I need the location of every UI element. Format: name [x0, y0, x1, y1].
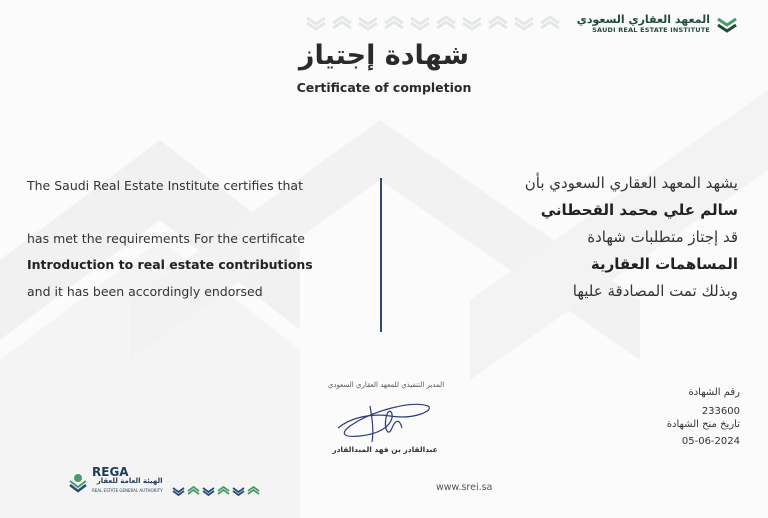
rega-emblem-icon	[68, 471, 88, 493]
pattern-icon	[409, 14, 431, 32]
bottom-decorative-pattern	[172, 481, 260, 491]
arabic-course-name: المساهمات العقارية	[590, 255, 738, 273]
pattern-icon	[513, 14, 535, 32]
pattern-icon	[461, 14, 483, 32]
logo-text	[577, 14, 710, 34]
english-line-4: and it has been accordingly endorsed	[27, 284, 263, 299]
arabic-line-5: وبذلك تمت المصادقة عليها	[572, 282, 738, 300]
pattern-icon	[539, 14, 561, 32]
arabic-line-3: قد إجتاز متطلبات شهادة	[587, 228, 738, 246]
pattern-icon	[202, 481, 215, 491]
recipient-name: سالم علي محمد القحطاني	[540, 201, 738, 219]
logo-name-en: SAUDI REAL ESTATE INSTITUTE	[592, 26, 710, 34]
handwritten-signature	[330, 398, 440, 446]
rega-name-ar: الهيئة العامة للعقار	[96, 477, 163, 485]
pattern-icon	[305, 14, 327, 32]
pattern-icon	[435, 14, 457, 32]
signatory-name: عبدالقادر بن فهد المبدالقادر	[332, 445, 438, 454]
website-link[interactable]: www.srei.sa	[436, 482, 493, 493]
rega-text	[92, 465, 163, 495]
institute-logo-icon	[716, 13, 738, 35]
certificate-number-label: رقم الشهادة	[688, 387, 740, 398]
pattern-icon	[217, 481, 230, 491]
srei-logo	[577, 13, 738, 35]
pattern-icon	[232, 481, 245, 491]
pattern-icon	[383, 14, 405, 32]
certificate-number: 233600	[701, 406, 740, 417]
pattern-icon	[487, 14, 509, 32]
english-course-name: Introduction to real estate contributions	[27, 257, 313, 272]
pattern-icon	[172, 481, 185, 491]
english-line-2: has met the requirements For the certificate	[27, 231, 305, 246]
pattern-icon	[331, 14, 353, 32]
rega-logo	[68, 465, 163, 495]
pattern-icon	[247, 481, 260, 491]
vertical-divider	[380, 178, 382, 332]
logo-name-ar: المعهد العقاري السعودي	[576, 13, 710, 26]
rega-name-en: REAL ESTATE GENERAL AUTHORITY	[92, 488, 163, 493]
arabic-line-1: يشهد المعهد العقاري السعودي بأن	[524, 174, 738, 192]
english-line-1: The Saudi Real Estate Institute certifies that	[27, 178, 303, 193]
certificate-title-arabic: شهادة إجتياز	[298, 40, 470, 71]
signatory-title: المدير التنفيذي للمعهد العقاري السعودي	[327, 381, 445, 389]
certificate-title-english: Certificate of completion	[296, 80, 472, 95]
pattern-icon	[187, 481, 200, 491]
top-decorative-pattern	[305, 14, 561, 32]
pattern-icon	[357, 14, 379, 32]
rega-abbreviation: REGA	[92, 465, 129, 479]
certificate-date: 05-06-2024	[681, 436, 740, 447]
certificate-date-label: تاريخ منح الشهادة	[666, 419, 740, 430]
